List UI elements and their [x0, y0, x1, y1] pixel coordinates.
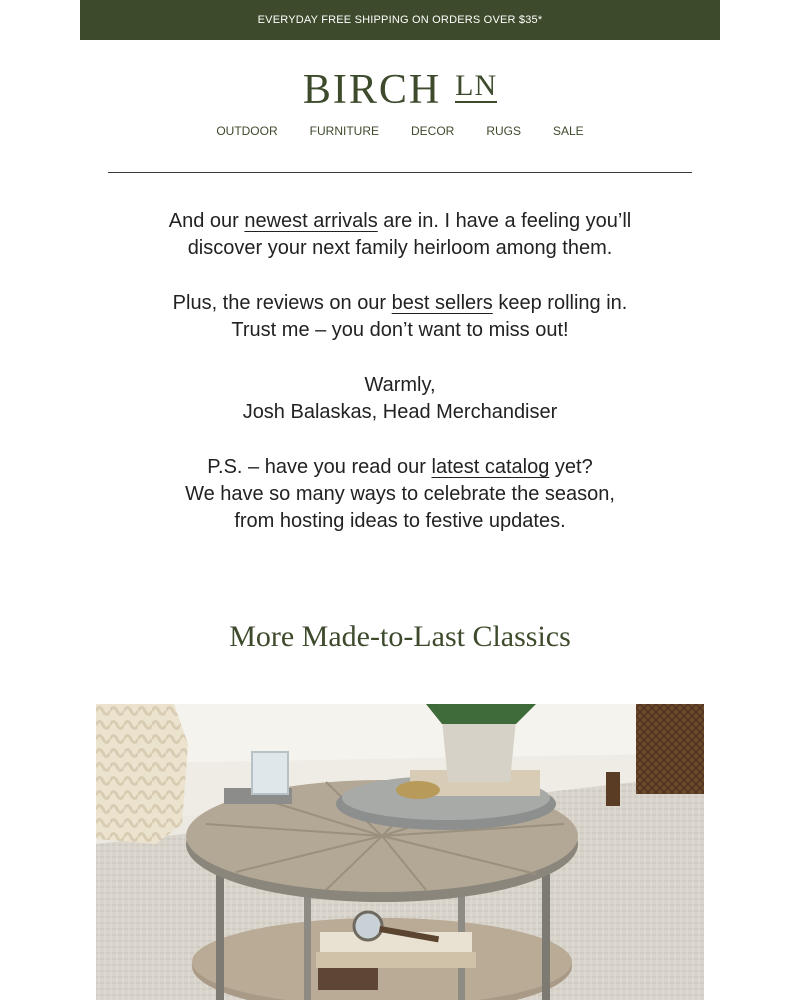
newest-arrivals-link[interactable]: newest arrivals: [244, 210, 378, 232]
text: We have so many ways to celebrate the season,: [185, 483, 615, 505]
paragraph-best-sellers: [100, 290, 700, 344]
nav-item-outdoor[interactable]: OUTDOOR: [216, 124, 278, 138]
text: are in. I have a feeling you’ll: [377, 210, 632, 232]
nav-item-decor[interactable]: DECOR: [410, 124, 455, 138]
text: from hosting ideas to festive updates.: [234, 510, 566, 532]
message-body: [100, 208, 700, 563]
text: discover your next family heirloom among them.: [187, 237, 613, 259]
text: Plus, the reviews on our: [172, 292, 392, 314]
text: yet?: [549, 456, 593, 478]
nav-item-rugs[interactable]: RUGS: [486, 124, 521, 138]
text: Warmly,: [364, 374, 436, 396]
latest-catalog-link[interactable]: latest catalog: [431, 456, 550, 478]
section-title: More Made-to-Last Classics: [229, 620, 571, 653]
nav-item-sale[interactable]: SALE: [553, 124, 584, 138]
header-divider: [108, 172, 692, 173]
logo-ln: LN: [455, 69, 498, 102]
paragraph-arrivals: [100, 208, 700, 262]
brand-logo[interactable]: [0, 66, 800, 114]
text: Trust me – you don’t want to miss out!: [231, 319, 569, 341]
text: Josh Balaskas, Head Merchandiser: [242, 401, 558, 423]
text: And our: [168, 210, 245, 232]
hero-coffee-table-image[interactable]: [96, 704, 704, 1000]
shipping-banner[interactable]: [80, 0, 720, 40]
best-sellers-link[interactable]: best sellers: [391, 292, 493, 314]
shipping-banner-text: EVERYDAY FREE SHIPPING ON ORDERS OVER $35*: [257, 14, 543, 26]
paragraph-signature: [100, 372, 700, 426]
text: keep rolling in.: [492, 292, 628, 314]
nav-item-furniture[interactable]: FURNITURE: [309, 124, 379, 138]
text: P.S. – have you read our: [207, 456, 432, 478]
logo-birch: BIRCH: [302, 67, 442, 113]
paragraph-ps: [100, 454, 700, 535]
main-nav: [0, 124, 800, 138]
